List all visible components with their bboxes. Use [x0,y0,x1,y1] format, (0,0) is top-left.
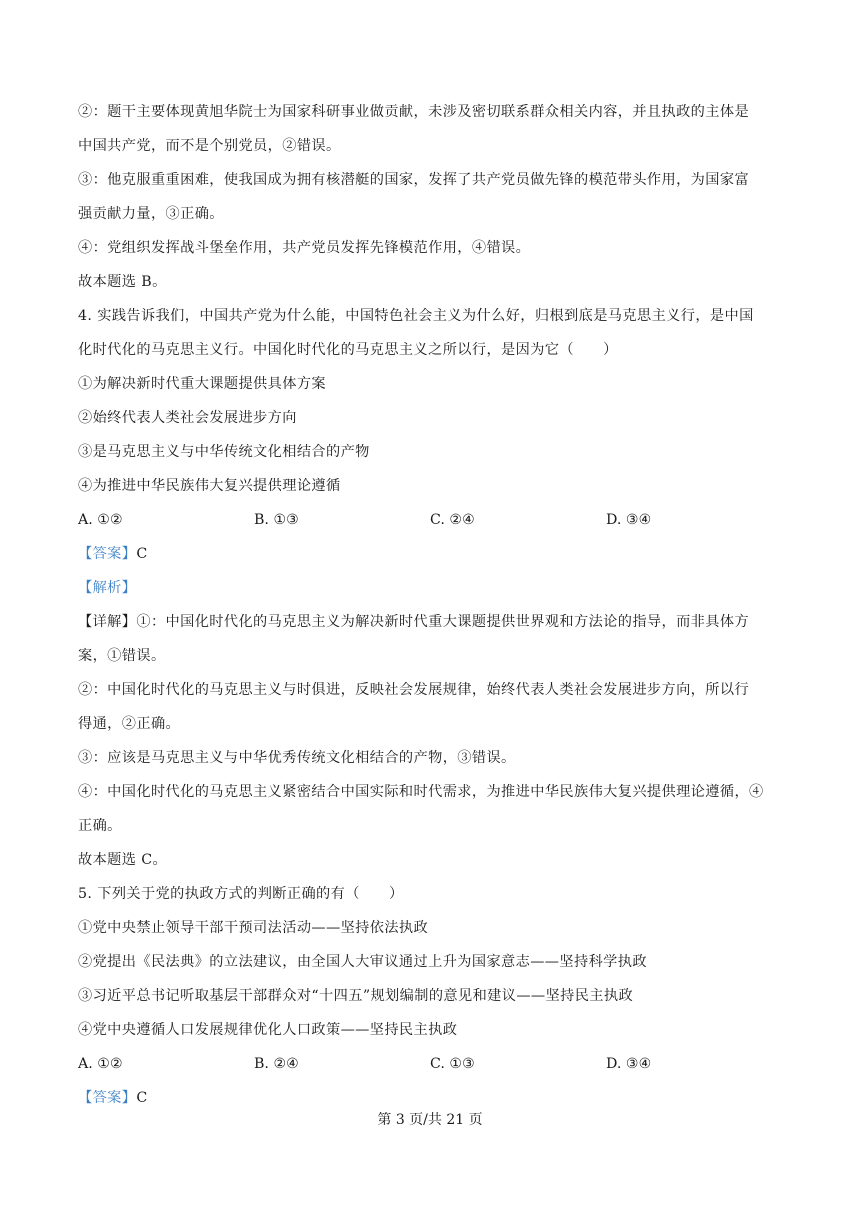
text-line: 【详解】①：中国化时代化的马克思主义为解决新时代重大课题提供世界观和方法论的指导，而非具体方 [78,614,750,630]
option-d: D. ③④ [606,1056,652,1072]
answer-value: C [136,546,148,562]
question-4-statement: ④为推进中华民族伟大复兴提供理论遵循 [78,478,341,494]
option-a: A. ①② [78,1056,123,1072]
text-line: 中国共产党，而不是个别党员，②错误。 [78,138,341,154]
page-content [78,102,784,1122]
text-line: ②：中国化时代化的马克思主义与时俱进，反映社会发展规律，始终代表人类社会发展进步方向，所以行 [78,682,750,698]
question-4-analysis-heading [78,578,784,612]
text-line: 强贡献力量，③正确。 [78,206,224,222]
text-line: 故本题选 C。 [78,852,168,868]
question-5-statement: ④党中央遵循人口发展规律优化人口政策——坚持民主执政 [78,1022,458,1038]
text-line: 案，①错误。 [78,648,166,664]
option-c: C. ②④ [430,512,475,528]
question-4-answer [78,544,784,578]
question-5-stem: 5. 下列关于党的执政方式的判断正确的有（ ） [78,886,404,902]
question-4-options [78,510,784,544]
text-line: 故本题选 B。 [78,274,167,290]
option-a: A. ①② [78,512,123,528]
option-c: C. ①③ [430,1056,475,1072]
page-footer: 第 3 页/共 21 页 [377,1112,483,1128]
question-5-statement: ②党提出《民法典》的立法建议，由全国人大审议通过上升为国家意志——坚持科学执政 [78,954,647,970]
analysis-tag: 【解析】 [78,580,137,596]
text-line: ④：党组织发挥战斗堡垒作用，共产党员发挥先锋模范作用，④错误。 [78,240,531,256]
answer-tag: 【答案】 [78,546,137,562]
text-line: 正确。 [78,818,122,834]
question-4-statement: ③是马克思主义与中华传统文化相结合的产物 [78,444,370,460]
question-4-stem: 化时代化的马克思主义行。中国化时代化的马克思主义之所以行，是因为它（ ） [78,342,618,358]
question-4-statement: ①为解决新时代重大课题提供具体方案 [78,376,326,392]
text-line: ②：题干主要体现黄旭华院士为国家科研事业做贡献，未涉及密切联系群众相关内容，并且执政的主体是 [78,104,750,120]
option-b: B. ①③ [254,512,299,528]
text-line: ③：应该是马克思主义与中华优秀传统文化相结合的产物，③错误。 [78,750,516,766]
question-5-statement: ①党中央禁止领导干部干预司法活动——坚持依法执政 [78,920,429,936]
text-line: ④：中国化时代化的马克思主义紧密结合中国实际和时代需求，为推进中华民族伟大复兴提供理论遵循，④ [78,784,764,800]
answer-value: C [136,1090,148,1106]
text-line: 得通，②正确。 [78,716,181,732]
option-d: D. ③④ [606,512,652,528]
text-line: ③：他克服重重困难，使我国成为拥有核潜艇的国家，发挥了共产党员做先锋的模范带头作用，为国家富 [78,172,750,188]
question-4-stem: 4. 实践告诉我们，中国共产党为什么能，中国特色社会主义为什么好，归根到底是马克思主义行，是中国 [78,308,754,324]
option-b: B. ②④ [254,1056,299,1072]
question-5-options [78,1054,784,1088]
answer-tag: 【答案】 [78,1090,137,1106]
question-5-statement: ③习近平总书记听取基层干部群众对“十四五”规划编制的意见和建议——坚持民主执政 [78,988,634,1004]
question-4-statement: ②始终代表人类社会发展进步方向 [78,410,297,426]
